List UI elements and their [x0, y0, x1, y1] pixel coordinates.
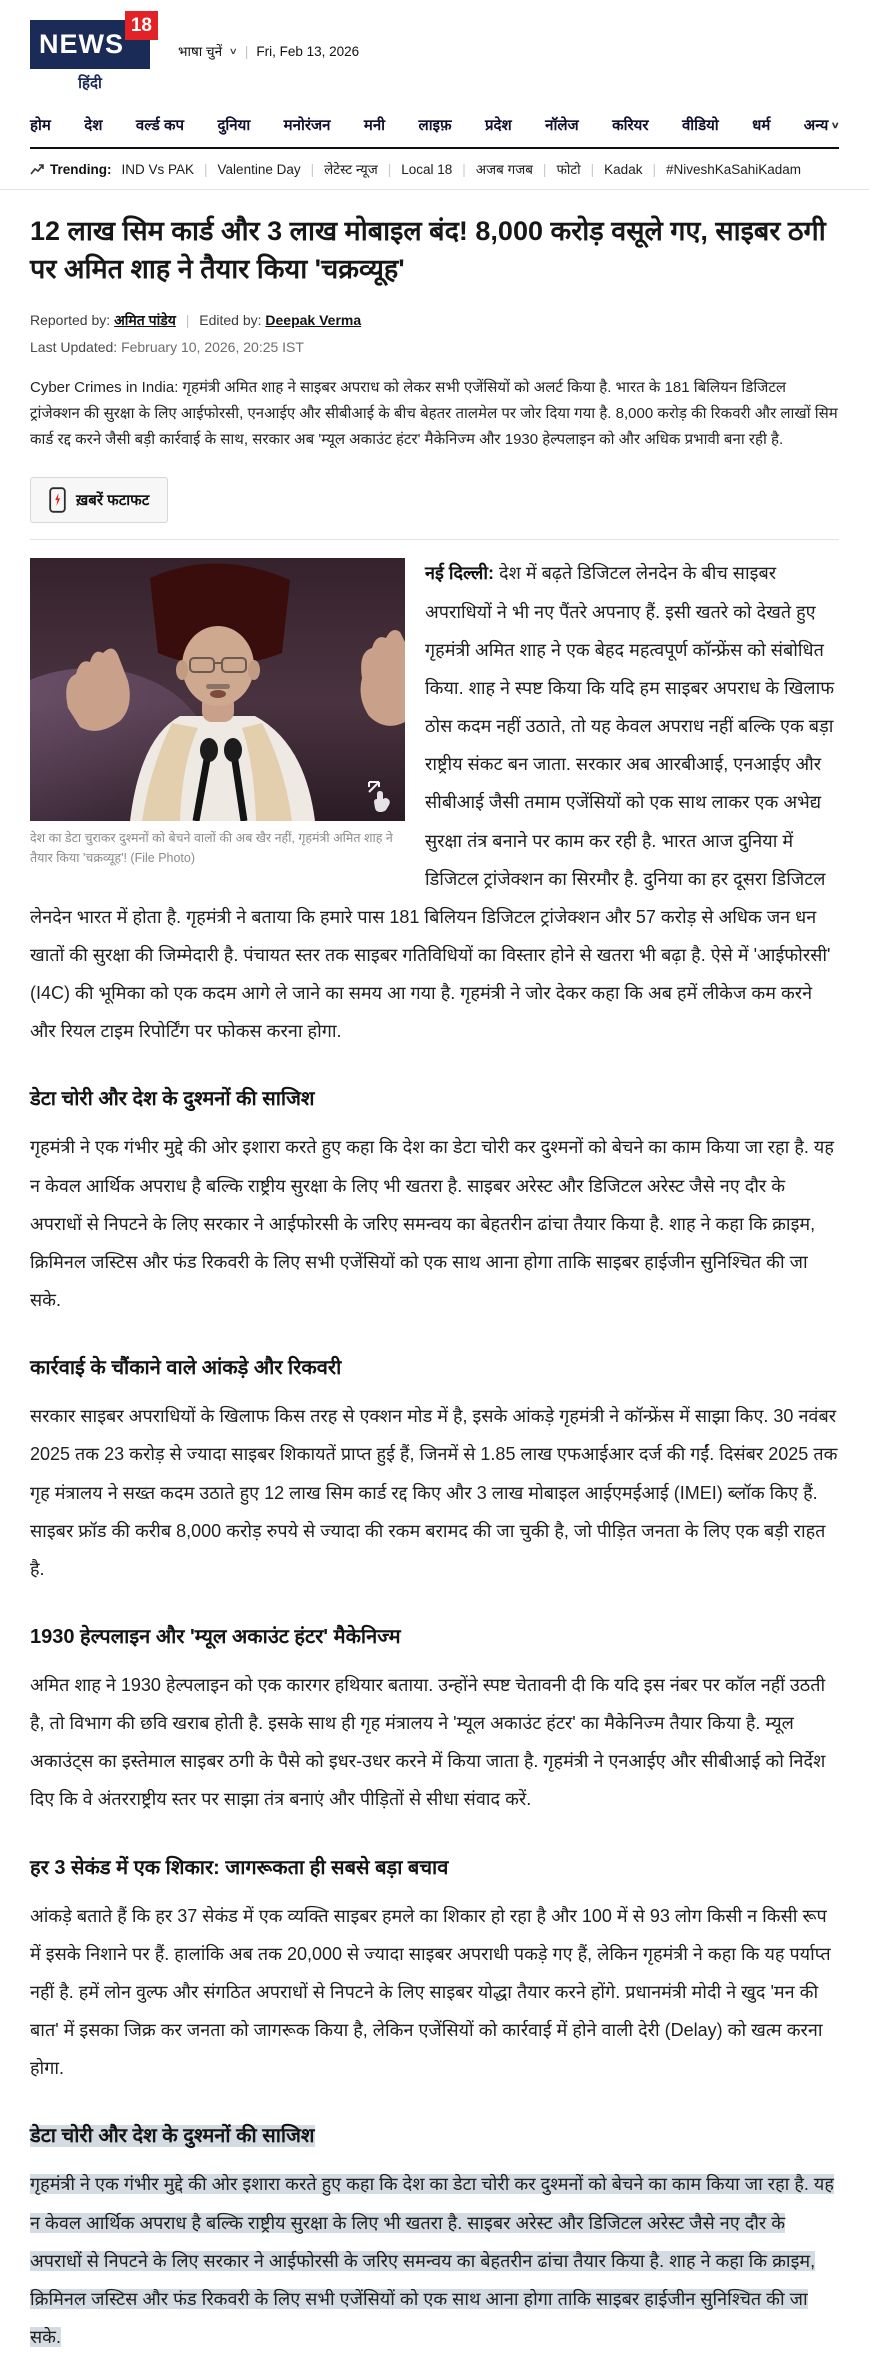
edited-by-label: Edited by:: [199, 311, 262, 328]
nav-item-knowledge[interactable]: नॉलेज: [545, 117, 579, 134]
nav-item-career[interactable]: करियर: [612, 117, 649, 134]
last-updated-value: February 10, 2026, 20:25 IST: [121, 338, 304, 355]
editor-link[interactable]: Deepak Verma: [265, 311, 362, 328]
chevron-down-icon: ∨: [228, 45, 239, 56]
section-heading-text: 1930 हेल्पलाइन और 'म्यूल अकाउंट हंटर' मैकेनिज्म: [30, 1626, 401, 1648]
byline: [30, 311, 839, 330]
quick-news-button[interactable]: [30, 477, 168, 523]
main-nav: [30, 115, 839, 149]
chevron-down-icon: ∨: [831, 119, 841, 130]
logo-news-text: NEWS: [30, 20, 150, 69]
article-body: [30, 554, 839, 2364]
divider: [30, 539, 839, 540]
section-heading-data-theft: [30, 1084, 839, 1114]
language-date-row: [178, 42, 359, 60]
divider: |: [652, 161, 656, 177]
reported-by-label: Reported by:: [30, 311, 111, 328]
last-updated-label: Last Updated:: [30, 338, 118, 355]
phone-flash-icon: [49, 487, 66, 513]
trending-up-icon: [30, 163, 45, 176]
section-body-text: अमित शाह ने 1930 हेल्पलाइन को एक कारगर हथियार बताया. उन्होंने स्पष्ट चेतावनी दी कि यदि इस नंबर पर कॉल नहीं उठती है, तो विभाग की छवि खराब होती है. इसके साथ ही गृह मंत्रालय ने 'म्यूल अकाउंट हंटर' का मैकेनिज्म तैयार किया है. म्यूल अकाउंट्स का इस्तेमाल साइबर ठगी के पैसे को इधर-उधर करने में किया जाता है. गृहमंत्री ने एनआईए और सीबीआई को निर्देश दिए कि वे अंतरराष्ट्रीय स्तर पर साझा तंत्र बनाएं और पीड़ितों से सीधा संवाद करें.: [30, 1675, 826, 1810]
nav-item-dharm[interactable]: धर्म: [752, 117, 771, 134]
trending-item-ajab-gajab[interactable]: अजब गजब: [475, 162, 533, 177]
logo-hindi-label: हिंदी: [78, 75, 102, 92]
trending-bar: [0, 149, 869, 190]
nav-item-desh[interactable]: देश: [84, 117, 103, 134]
divider: |: [310, 161, 315, 177]
section-heading-text: कार्रवाई के चौंकाने वाले आंकड़े और रिकवरी: [30, 1357, 342, 1380]
header-top: [30, 12, 839, 93]
article: [0, 190, 869, 2364]
divider: |: [542, 161, 547, 177]
nav-item-home[interactable]: होम: [30, 117, 51, 134]
dateline: नई दिल्ली:: [425, 563, 495, 584]
nav-item-more[interactable]: [804, 115, 839, 135]
nav-item-manoranjan[interactable]: मनोरंजन: [283, 117, 331, 134]
section-body-text-selected: गृहमंत्री ने एक गंभीर मुद्दे की ओर इशारा करते हुए कहा कि देश का डेटा चोरी कर दुश्मनों को बेचने का काम किया जा रहा है. यह न केवल आर्थिक अपराध है बल्कि राष्ट्रीय सुरक्षा के लिए भी खतरा है. साइबर अरेस्ट और डिजिटल अरेस्ट जैसे नए दौर के अपराधों से निपटने के लिए सरकार ने आईफोरसी के जरिए समन्वय का बेहतरीन ढांचा तैयार किया है. शाह ने कहा कि क्राइम, क्रिमिनल जस्टिस और फंड रिकवरी के लिए सभी एजेंसियों को एक साथ आना होगा ताकि साइबर हाईजीन सुनिश्चित की जा सके.: [30, 2174, 834, 2348]
article-headline: 12 लाख सिम कार्ड और 3 लाख मोबाइल बंद! 8,000 करोड़ वसूले गए, साइबर ठगी पर अमित शाह ने तैयार किया 'चक्रव्यूह': [30, 216, 826, 285]
trending-item-ind-vs-pak[interactable]: IND Vs PAK: [121, 161, 195, 177]
divider: |: [204, 161, 208, 177]
trending-item-local-18[interactable]: Local 18: [401, 161, 453, 177]
nav-item-money[interactable]: मनी: [363, 117, 386, 134]
trending-text: Trending:: [50, 161, 112, 177]
trending-item-photo[interactable]: फोटो: [556, 162, 581, 177]
expand-icon[interactable]: [365, 780, 395, 812]
nav-item-life[interactable]: लाइफ़: [418, 117, 452, 134]
image-caption: देश का डेटा चुराकर दुश्मनों को बेचने वालों की अब खैर नहीं, गृहमंत्री अमित शाह ने तैयार किया 'चक्रव्यूह'! (File Photo): [30, 831, 393, 865]
trending-item-valentine-day[interactable]: Valentine Day: [217, 161, 301, 177]
divider: |: [244, 43, 249, 59]
trending-item-kadak[interactable]: Kadak: [604, 161, 643, 177]
trending-item-latest-news[interactable]: लेटेस्ट न्यूज: [324, 162, 378, 177]
trending-label: [30, 162, 112, 177]
section-body-text: सरकार साइबर अपराधियों के खिलाफ किस तरह से एक्शन मोड में है, इसके आंकड़े गृहमंत्री ने कॉन्फ्रेंस में साझा किए. 30 नवंबर 2025 तक 23 करोड़ से ज्यादा साइबर शिकायतें प्राप्त हुई हैं, जिनमें से 1.85 लाख एफआईआर दर्ज की गईं. दिसंबर 2025 तक गृह मंत्रालय ने सख्त कदम उठाते हुए 12 लाख सिम कार्ड रद्द किए और 3 लाख मोबाइल आईएमईआई (IMEI) ब्लॉक किए हैं. साइबर फ्रॉड की करीब 8,000 करोड़ रुपये से ज्यादा की रकम बरामद की जा चुकी है, जो पीड़ित जनता के लिए एक बड़ी राहत है.: [30, 1406, 838, 1579]
reporter-link[interactable]: अमित पांडेय: [114, 311, 176, 328]
site-header: [0, 0, 869, 149]
section-heading-helpline: [30, 1622, 839, 1652]
quick-news-label: ख़बरें फटाफट: [76, 492, 150, 510]
language-selector[interactable]: भाषा चुनें: [178, 44, 223, 59]
nav-item-duniya[interactable]: दुनिया: [217, 117, 251, 134]
lead-text: देश में बढ़ते डिजिटल लेनदेन के बीच साइबर अपराधियों ने भी नए पैंतरे अपनाए हैं. इसी खतरे को देखते हुए गृहमंत्री अमित शाह ने एक बेहद महत्वपूर्ण कॉन्फ्रेंस को संबोधित किया. शाह ने स्पष्ट किया कि यदि हम साइबर अपराध के खिलाफ ठोस कदम नहीं उठाते, तो यह केवल अपराध नहीं बल्कि एक बड़ा राष्ट्रीय संकट बन जाता. सरकार अब आरबीआई, एनआईए और सीबीआई जैसी तमाम एजेंसियों को एक साथ लाकर एक अभेद्य सुरक्षा तंत्र बनाने पर काम कर रही है. भारत आज दुनिया में डिजिटल ट्रांजेक्शन का सिरमौर है. दुनिया का हर दूसरा डिजिटल लेनदेन भारत में होता है. गृहमंत्री ने बताया कि हमारे पास 181 बिलियन डिजिटल ट्रांजेक्शन और 57 करोड़ से अधिक जन धन खातों की सुरक्षा की जिम्मेदारी है. पंचायत स्तर तक साइबर गतिविधियों का विस्तार होने से खतरा भी बढ़ा है. ऐसे में 'आईफोरसी' (I4C) की भूमिका को एक कदम आगे ले जाने का समय आ गया है. गृहमंत्री ने जोर देकर कहा कि अब हमें लीकेज कम करने और रियल टाइम रिपोर्टिंग पर फोकस करना होगा.: [30, 563, 835, 1042]
last-updated: [30, 339, 839, 355]
divider: |: [462, 161, 466, 177]
nav-item-pradesh[interactable]: प्रदेश: [484, 117, 512, 134]
section-body-data-theft: [30, 1128, 839, 1319]
nav-item-world-cup[interactable]: वर्ल्ड कप: [135, 117, 184, 134]
trending-item-nivesh-hashtag[interactable]: #NiveshKaSahiKadam: [665, 161, 802, 177]
divider: |: [387, 161, 392, 177]
section-body-text: आंकड़े बताते हैं कि हर 37 सेकंड में एक व्यक्ति साइबर हमले का शिकार हो रहा है और 100 में से 93 लोग किसी न किसी रूप में इसके निशाने पर हैं. हालांकि अब तक 20,000 से ज्यादा साइबर अपराधी पकड़े गए हैं, लेकिन गृहमंत्री ने कहा कि यह पर्याप्त नहीं है. हमें लोन वुल्फ और संगठित अपराधों से निपटने के लिए साइबर योद्धा तैयार करने होंगे. प्रधानमंत्री मोदी ने खुद 'मन की बात' में इसका जिक्र कर जनता को जागरूक किया है, लेकिन एजेंसियों को कार्रवाई में होने वाली देरी (Delay) को खत्म करना होगा.: [30, 1905, 831, 2079]
section-heading-text: डेटा चोरी और देश के दुश्मनों की साजिश: [30, 1088, 315, 1111]
section-heading-data-theft-repeat: [30, 2121, 839, 2151]
logo-18-badge: 18: [125, 11, 158, 40]
news18-logo[interactable]: [30, 15, 152, 93]
nav-more-label: अन्य: [803, 117, 829, 134]
article-summary: Cyber Crimes in India: गृहमंत्री अमित शाह ने साइबर अपराध को लेकर सभी एजेंसियों को अलर्ट किया है. भारत के 181 बिलियन डिजिटल ट्रांजेक्शन की सुरक्षा के लिए आईफोरसी, एनआईए और सीबीआई के बीच बेहतर तालमेल पर जोर दिया गया है. 8,000 करोड़ की रिकवरी और लाखों सिम कार्ड रद्द करने जैसी बड़ी कार्रवाई के साथ, सरकार अब 'म्यूल अकाउंट हंटर' मैकेनिज्म और 1930 हेल्पलाइन को और अधिक प्रभावी बना रही है.: [30, 378, 838, 449]
date-label: Fri, Feb 13, 2026: [256, 43, 360, 59]
section-body-helpline: [30, 1666, 839, 1819]
bottom-padding: [30, 2356, 839, 2364]
nav-item-video[interactable]: वीडियो: [681, 117, 719, 134]
section-body-data-theft-repeat: [30, 2165, 839, 2356]
section-heading-stats-recovery: [30, 1353, 839, 1383]
section-body-awareness: [30, 1897, 839, 2088]
divider: |: [590, 161, 595, 177]
section-heading-text: हर 3 सेकंड में एक शिकार: जागरूकता ही सबसे बड़ा बचाव: [30, 1856, 449, 1879]
section-heading-text-selected: डेटा चोरी और देश के दुश्मनों की साजिश: [30, 2125, 315, 2148]
section-body-stats-recovery: [30, 1397, 839, 1588]
article-figure: [30, 558, 405, 868]
section-body-text: गृहमंत्री ने एक गंभीर मुद्दे की ओर इशारा करते हुए कहा कि देश का डेटा चोरी कर दुश्मनों को बेचने का काम किया जा रहा है. यह न केवल आर्थिक अपराध है बल्कि राष्ट्रीय सुरक्षा के लिए भी खतरा है. साइबर अरेस्ट और डिजिटल अरेस्ट जैसे नए दौर के अपराधों से निपटने के लिए सरकार ने आईफोरसी के जरिए समन्वय का बेहतरीन ढांचा तैयार किया है. शाह ने कहा कि क्राइम, क्रिमिनल जस्टिस और फंड रिकवरी के लिए सभी एजेंसियों को एक साथ आना होगा ताकि साइबर हाईजीन सुनिश्चित की जा सके.: [30, 1137, 834, 1311]
section-heading-awareness: [30, 1853, 839, 1883]
article-image[interactable]: [30, 558, 405, 821]
divider: |: [185, 311, 190, 328]
